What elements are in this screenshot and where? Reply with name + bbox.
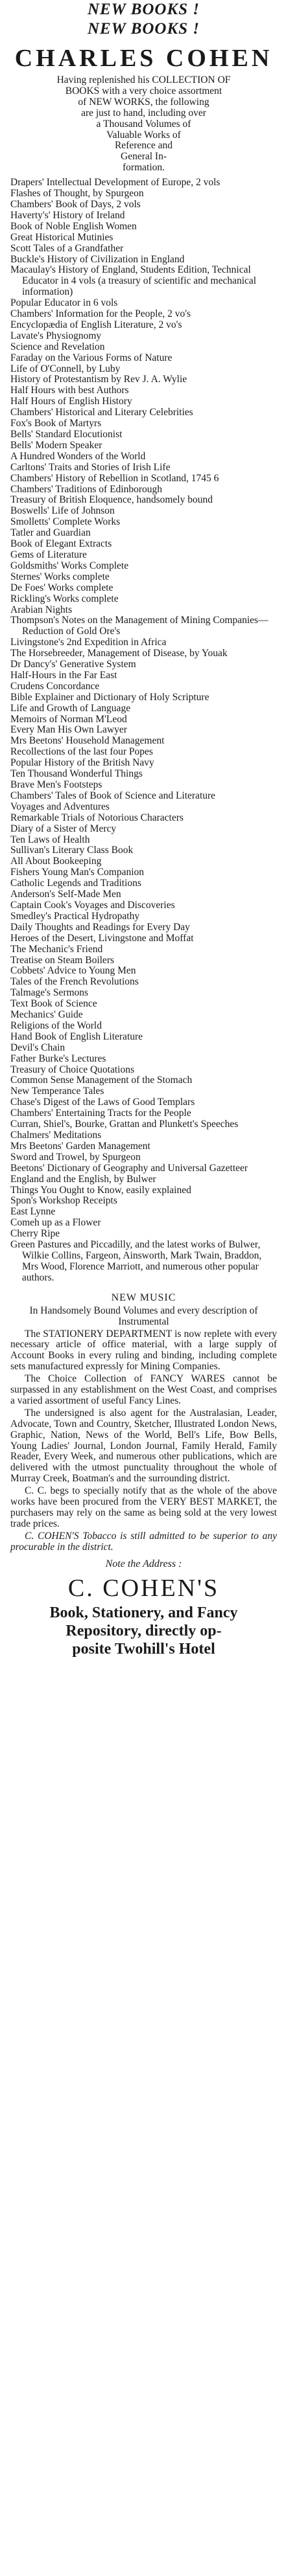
book-title: The Horsebreeder, Management of Disease, by Youak — [10, 648, 228, 659]
book-title: Chambers' History of Rebellion in Scotland, 1745 6 — [10, 472, 219, 484]
book-title: Fox's Book of Martyrs — [10, 418, 102, 429]
headline-new-books-1: NEW BOOKS ! — [87, 1, 200, 18]
book-title: Chambers' Historical and Literary Celebrities — [10, 407, 193, 418]
book-title: Talmage's Sermons — [10, 987, 89, 999]
book-title: Gems of Literature — [10, 549, 87, 560]
book-title: Book of Noble English Women — [10, 220, 137, 232]
book-title: Half Hours of English History — [10, 396, 132, 407]
book-title: Text Book of Science — [10, 998, 97, 1010]
book-title: The Mechanic's Friend — [10, 943, 103, 955]
book-title: Chambers' Book of Days, 2 vols — [10, 198, 141, 210]
book-title: De Foes' Works complete — [10, 582, 113, 593]
book-title: Life and Growth of Language — [10, 702, 131, 714]
book-title: Heroes of the Desert, Livingstone and Moffat — [10, 932, 194, 944]
book-title: Mechanics' Guide — [10, 1009, 83, 1021]
book-title: Macaulay's History of England, Students Edition, Technical Educator in 4 vols (a treasury of scientific and mechanical information) — [10, 264, 257, 298]
book-title: Father Burke's Lectures — [10, 1053, 106, 1064]
headline-new-books-2: NEW BOOKS ! — [87, 20, 200, 38]
book-title: Popular History of the British Navy — [10, 757, 154, 769]
music-title: NEW MUSIC — [111, 1292, 176, 1303]
book-title: Lavate's Physiognomy — [10, 330, 102, 341]
book-title: Memoirs of Norman M'Leod — [10, 713, 127, 725]
book-title: Every Man His Own Lawyer — [10, 724, 127, 736]
book-title: Remarkable Trials of Notorious Characters — [10, 812, 184, 823]
book-title: Great Historical Mutinies — [10, 231, 113, 243]
book-title: Tales of the French Revolutions — [10, 976, 139, 988]
footer-merchant-name: C. COHEN'S — [67, 1574, 220, 1602]
book-title: Boswells' Life of Johnson — [10, 505, 115, 517]
intro-line: BOOKS with a very choice assortment — [65, 85, 222, 97]
book-title: Faraday on the Various Forms of Nature — [10, 352, 173, 363]
book-title: Voyages and Adventures — [10, 801, 110, 812]
book-title: Green Pastures and Piccadilly, and the latest works of Bulwer, Wilkie Collins, Fargeon, Ainsworth, Mark Twain, Braddon, Mrs Wood, Florence Marriott, and numerous other popular authors. — [10, 1239, 262, 1283]
book-title: Fishers Young Man's Companion — [10, 867, 145, 878]
intro-line: General In- — [121, 151, 167, 163]
book-title: Sternes' Works complete — [10, 571, 110, 582]
book-title: Chambers' Entertaining Tracts for the People — [10, 1108, 191, 1119]
book-title: Smolletts' Complete Works — [10, 516, 121, 528]
section-paragraph: The STATIONERY DEPARTMENT is now replete with every necessary article of office material, with a large supply of Account Books in every ruling and binding, including complete sets manufactured expressly for Mining Companies. — [10, 1328, 277, 1373]
book-title: Half Hours with best Authors — [10, 385, 129, 396]
book-title: Sullivan's Literary Class Book — [10, 845, 134, 856]
intro-line: a Thousand Volumes of — [96, 118, 191, 130]
section-paragraph: The Choice Collection of FANCY WARES cannot be surpassed in any establishment on the West Coast, and comprises a varied assortment of useful Fancy Lines. — [10, 1373, 277, 1406]
book-title: Flashes of Thought, by Spurgeon — [10, 188, 144, 199]
intro-line: Valuable Works of — [106, 129, 181, 141]
book-title: East Lynne — [10, 1206, 56, 1218]
book-title: Chambers' Traditions of Edinborough — [10, 483, 162, 495]
book-title: Rickling's Works complete — [10, 593, 119, 604]
book-title: Recollections of the last four Popes — [10, 746, 153, 758]
section-paragraph: C. COHEN'S Tobacco is still admitted to be superior to any procurable in the district. — [10, 1530, 277, 1553]
book-title: Brave Men's Footsteps — [10, 779, 102, 790]
book-title: Chase's Digest of the Laws of Good Templars — [10, 1097, 195, 1108]
book-title: Goldsmiths' Works Complete — [10, 560, 129, 571]
book-title: Anderson's Self-Made Men — [10, 889, 121, 900]
book-title: England and the English, by Bulwer — [10, 1173, 156, 1185]
footer-line-2: Repository, directly op- — [66, 1622, 222, 1639]
book-list — [10, 177, 277, 1284]
book-title: Drapers' Intellectual Development of Europe, 2 vols — [10, 177, 220, 188]
book-title: Half-Hours in the Far East — [10, 669, 117, 681]
book-title: Curran, Shiel's, Bourke, Grattan and Plunkett's Speeches — [10, 1119, 239, 1130]
book-title: Hand Book of English Literature — [10, 1031, 143, 1042]
merchant-name: CHARLES COHEN — [14, 45, 273, 72]
intro-line: Reference and — [114, 140, 173, 152]
book-title: All About Bookeeping — [10, 856, 102, 867]
book-title: Common Sense Management of the Stomach — [10, 1075, 193, 1086]
book-title: A Hundred Wonders of the World — [10, 450, 146, 462]
section-paragraph: C. C. begs to specially notify that as the whole of the above works have been procured from the VERY BEST MARKET, the purchasers may rely on the same as being sold at the very lowest trade prices. — [10, 1485, 277, 1529]
section-paragraph: The undersigned is also agent for the Australasian, Leader, Advocate, Town and Country, Sketcher, Illustrated London News, Graphic, Nation, News of the World, Bell's Life, Bow Bells, Young Ladies' Journal, London Journal, Family Herald, Family Reader, Every Week, and numerous other publications, which are delivered with the utmost punctuality throughout the whole of Murray Creek, Boatman's and the surrounding district. — [10, 1407, 277, 1485]
book-title: Buckle's History of Civilization in England — [10, 253, 185, 265]
intro-line: of NEW WORKS, the following — [78, 96, 209, 108]
book-title: Chambers' Information for the People, 2 vo's — [10, 308, 191, 320]
book-title: Cobbets' Advice to Young Men — [10, 965, 136, 977]
intro-line: are just to hand, including over — [81, 107, 206, 119]
book-title: Book of Elegant Extracts — [10, 538, 112, 550]
intro-line: Having replenished his COLLECTION OF — [56, 74, 231, 85]
book-title: Livingstone's 2nd Expedition in Africa — [10, 637, 167, 648]
address-note: Note the Address : — [105, 1558, 182, 1569]
book-title: Mrs Beetons' Garden Management — [10, 1140, 150, 1152]
book-title: History of Protestantism by Rev J. A. Wylie — [10, 374, 187, 385]
book-title: Bells' Standard Elocutionist — [10, 429, 123, 440]
book-title: Chalmers' Meditations — [10, 1130, 102, 1141]
section-paragraph: In Handsomely Bound Volumes and every description of Instrumental — [29, 1305, 258, 1327]
book-title: Treasury of Choice Quotations — [10, 1064, 135, 1075]
book-title: Sword and Trowel, by Spurgeon — [10, 1151, 141, 1163]
book-title: Thompson's Notes on the Management of Mining Companies—Reduction of Gold Ore's — [10, 615, 268, 637]
book-title: Treasury of British Eloquence, handsomely bound — [10, 494, 213, 506]
book-title: Religions of the World — [10, 1020, 102, 1031]
book-title: Life of O'Connell, by Luby — [10, 363, 121, 374]
book-title: Beetons' Dictionary of Geography and Universal Gazetteer — [10, 1162, 248, 1174]
book-title: Captain Cook's Voyages and Discoveries — [10, 899, 175, 911]
book-title: Spon's Workshop Receipts — [10, 1195, 117, 1207]
intro-text — [10, 75, 277, 174]
book-title: Catholic Legends and Traditions — [10, 878, 141, 889]
book-title: Cherry Ripe — [10, 1228, 60, 1240]
book-title: Ten Thousand Wonderful Things — [10, 768, 143, 780]
book-title: Bells' Modern Speaker — [10, 439, 102, 451]
book-title: Ten Laws of Health — [10, 834, 90, 845]
book-title: Haverty's' History of Ireland — [10, 209, 125, 221]
book-title: Devil's Chain — [10, 1042, 66, 1053]
book-title: Mrs Beetons' Household Management — [10, 735, 165, 747]
book-title: Scott Tales of a Grandfather — [10, 242, 124, 254]
book-title: Crudens Concordance — [10, 680, 100, 692]
book-title: Arabian Nights — [10, 604, 73, 615]
book-title: Daily Thoughts and Readings for Every Day — [10, 921, 190, 933]
book-title: Things You Ought to Know, easily explained — [10, 1184, 191, 1196]
book-title: Chambers' Tales of Book of Science and Literature — [10, 790, 216, 801]
book-title: Carltons' Traits and Stories of Irish Life — [10, 461, 171, 473]
footer-line-3: posite Twohill's Hotel — [72, 1640, 215, 1658]
music-section — [10, 1306, 277, 1553]
book-title: Bible Explainer and Dictionary of Holy Scripture — [10, 691, 209, 703]
book-title: Encyclopædia of English Literature, 2 vo's — [10, 319, 182, 330]
book-title: Comeh up as a Flower — [10, 1217, 101, 1229]
book-title: Smedley's Practical Hydropathy — [10, 910, 140, 922]
book-title: Treatise on Steam Boilers — [10, 954, 115, 966]
book-title: Dr Dancy's' Generative System — [10, 659, 136, 670]
book-title: New Temperance Tales — [10, 1086, 104, 1097]
footer-line-1: Book, Stationery, and Fancy — [49, 1604, 238, 1621]
book-title: Tatler and Guardian — [10, 527, 91, 539]
intro-line: formation. — [123, 162, 165, 174]
book-title: Science and Revelation — [10, 341, 105, 352]
book-title: Diary of a Sister of Mercy — [10, 823, 117, 834]
book-title: Popular Educator in 6 vols — [10, 297, 118, 309]
